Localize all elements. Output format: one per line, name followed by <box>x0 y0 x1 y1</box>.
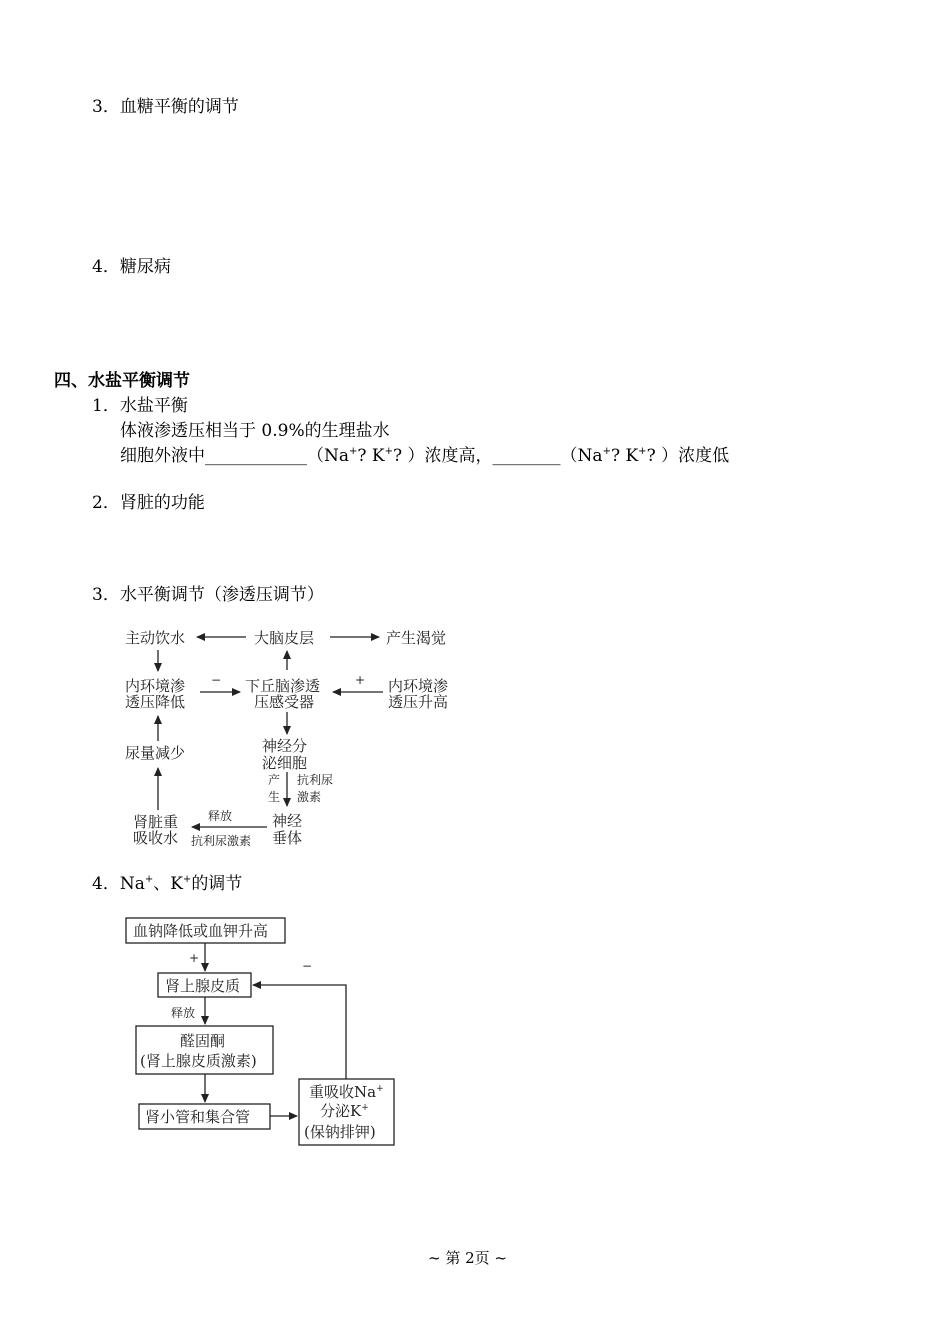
node-low-osm-1: 内环境渗 <box>125 677 186 695</box>
minus-sign-2: − <box>302 959 313 973</box>
secrete-k-text: 分泌K <box>320 1102 362 1120</box>
node-high-osm-1: 内环境渗 <box>388 677 449 695</box>
node-kidney-2: 吸收水 <box>133 829 179 847</box>
label-produce-2: 生 <box>268 790 281 804</box>
page-footer: ~ 第 2页 ~ <box>428 1249 507 1267</box>
box-aldosterone-label-2: (肾上腺皮质激素) <box>140 1052 257 1070</box>
label-adh-full: 抗利尿激素 <box>191 834 252 848</box>
sodium-potassium-diagram <box>126 918 394 1145</box>
title-mid: 、K <box>153 874 183 894</box>
box-low-na-high-k-label: 血钠降低或血钾升高 <box>133 922 269 940</box>
title-suffix: 的调节 <box>191 874 243 894</box>
secrete-k-sup: + <box>361 1103 369 1113</box>
label-produce-1: 产 <box>268 773 281 787</box>
paren-open-2: （Na <box>560 446 603 466</box>
node-pituitary-2: 垂体 <box>272 829 303 847</box>
mid-1: ? K <box>357 446 385 466</box>
water-balance-diagram <box>125 629 448 848</box>
box-renal-tubule-label: 肾小管和集合管 <box>145 1108 251 1126</box>
label-adh-1: 抗利尿 <box>297 773 334 787</box>
sup-3: + <box>602 446 611 457</box>
box-secrete-label <box>320 1102 369 1120</box>
paren-close-2: ? ）浓度低 <box>646 446 730 466</box>
node-neuro-1: 神经分 <box>262 737 308 755</box>
water-salt-balance-title: 1．水盐平衡 <box>92 396 188 416</box>
sup-1: + <box>349 446 358 457</box>
part-4-heading: 四、水盐平衡调节 <box>54 371 190 391</box>
paren-close-1: ? ）浓度高， <box>393 446 493 466</box>
title-sup-1: + <box>144 874 154 885</box>
fill-blank-1: ____________ <box>205 446 307 466</box>
node-urine-less: 尿量减少 <box>125 744 186 762</box>
osmotic-pressure-line: 体液渗透压相当于 0.9%的生理盐水 <box>120 421 390 441</box>
node-neuro-2: 泌细胞 <box>262 754 308 772</box>
feedback-arrow <box>253 985 346 1079</box>
node-cerebral-cortex: 大脑皮层 <box>254 629 315 647</box>
sup-4: + <box>638 446 647 457</box>
sup-2: + <box>384 446 394 457</box>
plus-sign-2: + <box>189 951 200 965</box>
water-balance-title: 3．水平衡调节（渗透压调节） <box>92 585 324 605</box>
section-3-blood-sugar: 3．血糖平衡的调节 <box>92 97 239 117</box>
box-adrenal-cortex-label: 肾上腺皮质 <box>165 977 241 995</box>
mid-2: ? K <box>610 446 639 466</box>
label-release: 释放 <box>208 809 233 823</box>
reabsorb-na-text: 重吸收Na <box>309 1083 377 1101</box>
na-k-regulation-title <box>92 874 242 894</box>
box-keep-na-label: (保钠排钾) <box>304 1123 376 1141</box>
reabsorb-na-sup: + <box>376 1084 384 1094</box>
plus-sign: + <box>355 673 366 687</box>
box-reabsorb-label <box>309 1083 384 1101</box>
fill-blank-2: ________ <box>492 446 561 466</box>
kidney-function-title: 2．肾脏的功能 <box>92 493 205 513</box>
section-4-diabetes: 4．糖尿病 <box>92 257 171 277</box>
title-sup-2: + <box>182 874 192 885</box>
line-prefix: 细胞外液中 <box>120 446 205 466</box>
node-kidney-1: 肾脏重 <box>133 813 179 831</box>
minus-sign: − <box>211 673 222 687</box>
node-hypothalamus-2: 压感受器 <box>254 693 315 711</box>
node-thirst: 产生渴觉 <box>386 629 447 647</box>
node-active-drink: 主动饮水 <box>125 629 186 647</box>
box-aldosterone-label-1: 醛固酮 <box>180 1032 226 1050</box>
node-hypothalamus-1: 下丘脑渗透 <box>245 677 321 695</box>
title-prefix: 4．Na <box>92 874 145 894</box>
node-low-osm-2: 透压降低 <box>125 693 186 711</box>
label-adh-2: 激素 <box>297 790 322 804</box>
label-release-2: 释放 <box>171 1006 196 1020</box>
node-high-osm-2: 透压升高 <box>388 693 449 711</box>
paren-open-1: （Na <box>307 446 350 466</box>
node-pituitary-1: 神经 <box>272 812 303 830</box>
